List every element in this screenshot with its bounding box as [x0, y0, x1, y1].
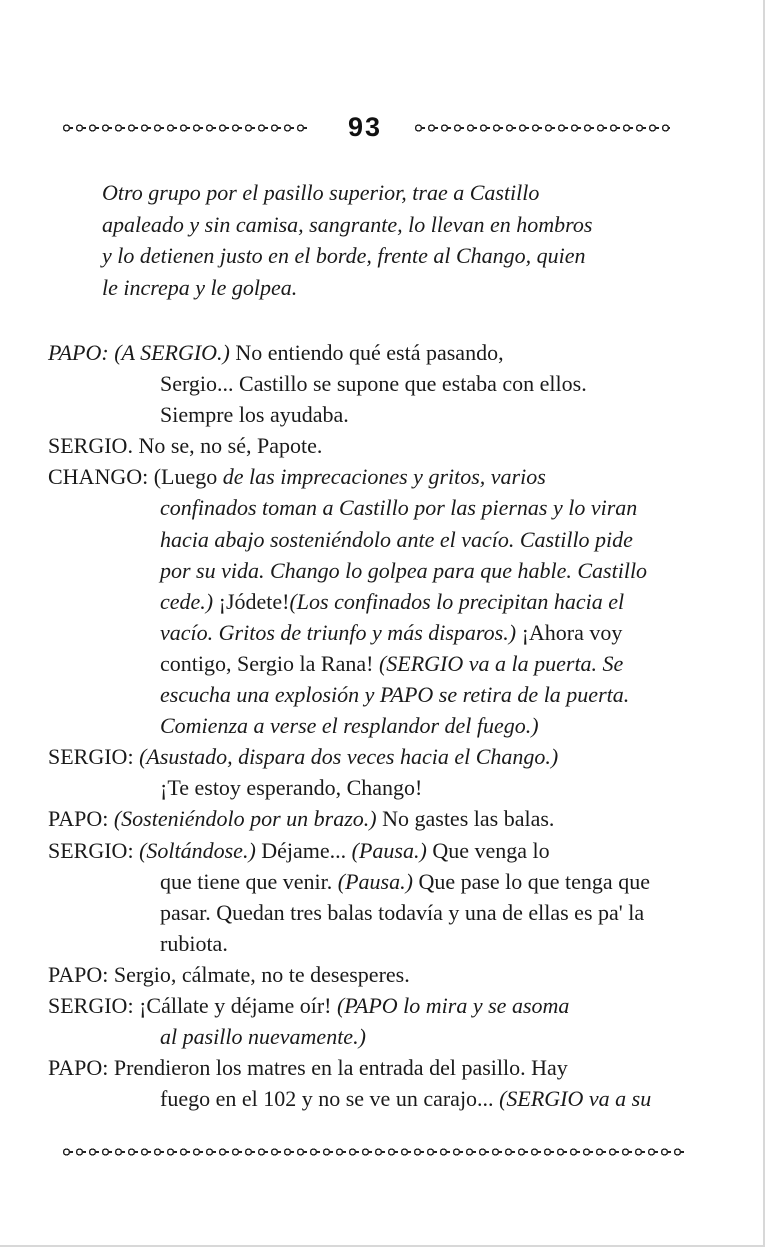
stage-direction: cede.) — [160, 588, 214, 614]
speech-text: ¡Cállate y déjame oír! — [139, 992, 337, 1018]
speech-text: Siempre los ayudaba. — [160, 402, 349, 428]
speech-text: Déjame... — [255, 837, 352, 863]
stage-direction: (Pausa.) — [337, 868, 413, 894]
speech-text: Que pase lo que tenga que — [412, 868, 650, 894]
stage-direction-line: le increpa y le golpea. — [102, 274, 298, 300]
speech-text: No entiendo qué está pasando, — [229, 340, 504, 365]
stage-direction: Comienza a verse el resplandor del fuego.) — [160, 713, 539, 739]
speech-text: rubiota. — [160, 930, 228, 956]
speech-text: No se, no sé, Papote. — [138, 433, 323, 459]
stage-direction: (Soltándose.) — [139, 837, 256, 863]
speech-text: ¡Jódete! — [213, 588, 290, 614]
stage-direction: escucha una explosión y PAPO se retira de la puerta. — [160, 682, 630, 708]
speaker-name: SERGIO: — [48, 992, 140, 1018]
speaker-name: PAPO: — [48, 806, 114, 832]
stage-direction: (Luego — [153, 464, 223, 490]
stage-direction: por su vida. Chango lo golpea para que hable. Castillo — [160, 557, 648, 583]
speech-text: Prendieron los matres en la entrada del pasillo. Hay — [113, 1055, 568, 1081]
dialogue-block — [48, 337, 688, 1114]
stage-direction: (Pausa.) — [351, 837, 427, 863]
stage-direction-line: Otro grupo por el pasillo superior, trae a Castillo — [102, 180, 540, 205]
speech-text: fuego en el 102 y no se ve un carajo... — [160, 1086, 500, 1112]
stage-direction: hacia abajo sosteniéndolo ante el vacío. Castillo pide — [160, 526, 633, 552]
speech-sergio-4 — [48, 990, 688, 1052]
stage-direction-paragraph — [102, 177, 682, 303]
stage-direction-line: y lo detienen justo en el borde, frente al Chango, quien — [102, 243, 586, 268]
speech-text: pasar. Quedan tres balas todavía y una de ellas es pa' la — [160, 899, 645, 925]
speech-text: Que venga lo — [426, 837, 550, 863]
stage-direction: (Los confinados lo precipitan hacia el — [289, 588, 625, 614]
speech-text: Sergio, cálmate, no te desesperes. — [113, 961, 410, 987]
stage-direction: (SERGIO va a la puerta. Se — [378, 650, 624, 676]
chain-ornament-left — [60, 123, 310, 133]
speech-text: No gastes las balas. — [376, 806, 555, 832]
speaker-name: PAPO: — [48, 340, 115, 365]
speech-papo-4 — [48, 1052, 688, 1114]
speaker-name: PAPO: — [48, 961, 114, 987]
speech-text: ¡Te estoy esperando, Chango! — [160, 775, 423, 801]
stage-direction: (SERGIO va a su — [499, 1086, 652, 1112]
stage-direction: (A SERGIO.) — [114, 340, 230, 365]
speech-papo-2 — [48, 803, 688, 834]
chain-ornament-right — [412, 123, 670, 133]
speech-papo-3 — [48, 959, 688, 990]
stage-direction: de las imprecaciones y gritos, varios — [222, 464, 546, 490]
page-header — [60, 112, 670, 142]
speech-papo-1 — [48, 337, 688, 430]
stage-direction: (Asustado, dispara dos veces hacia el Chango.) — [139, 744, 559, 770]
speech-sergio-1 — [48, 430, 688, 461]
speaker-name: CHANGO: — [48, 464, 154, 490]
speech-sergio-3 — [48, 835, 688, 959]
speech-sergio-2 — [48, 741, 688, 803]
stage-direction-line: apaleado y sin camisa, sangrante, lo llevan en hombros — [102, 211, 593, 237]
speech-text: que tiene que venir. — [160, 868, 338, 894]
speech-chango-1 — [48, 461, 688, 741]
stage-direction: vacío. Gritos de triunfo y más disparos.) — [160, 619, 517, 645]
stage-direction: confinados toman a Castillo por las piernas y lo viran — [160, 495, 638, 521]
stage-direction: al pasillo nuevamente.) — [160, 1024, 366, 1050]
speaker-name: PAPO: — [48, 1055, 114, 1081]
speech-text: ¡Ahora voy — [516, 619, 623, 645]
speaker-name: SERGIO: — [48, 744, 140, 770]
stage-direction: (PAPO lo mira y se asoma — [336, 992, 570, 1018]
speaker-name: SERGIO. — [48, 433, 139, 459]
stage-direction: (Sosteniéndolo por un brazo.) — [113, 806, 377, 832]
speech-text: contigo, Sergio la Rana! — [160, 650, 379, 676]
speaker-name: SERGIO: — [48, 837, 140, 863]
chain-ornament-footer — [60, 1147, 685, 1157]
page-number: 93 — [347, 112, 383, 142]
speech-text: Sergio... Castillo se supone que estaba con ellos. — [160, 371, 587, 397]
